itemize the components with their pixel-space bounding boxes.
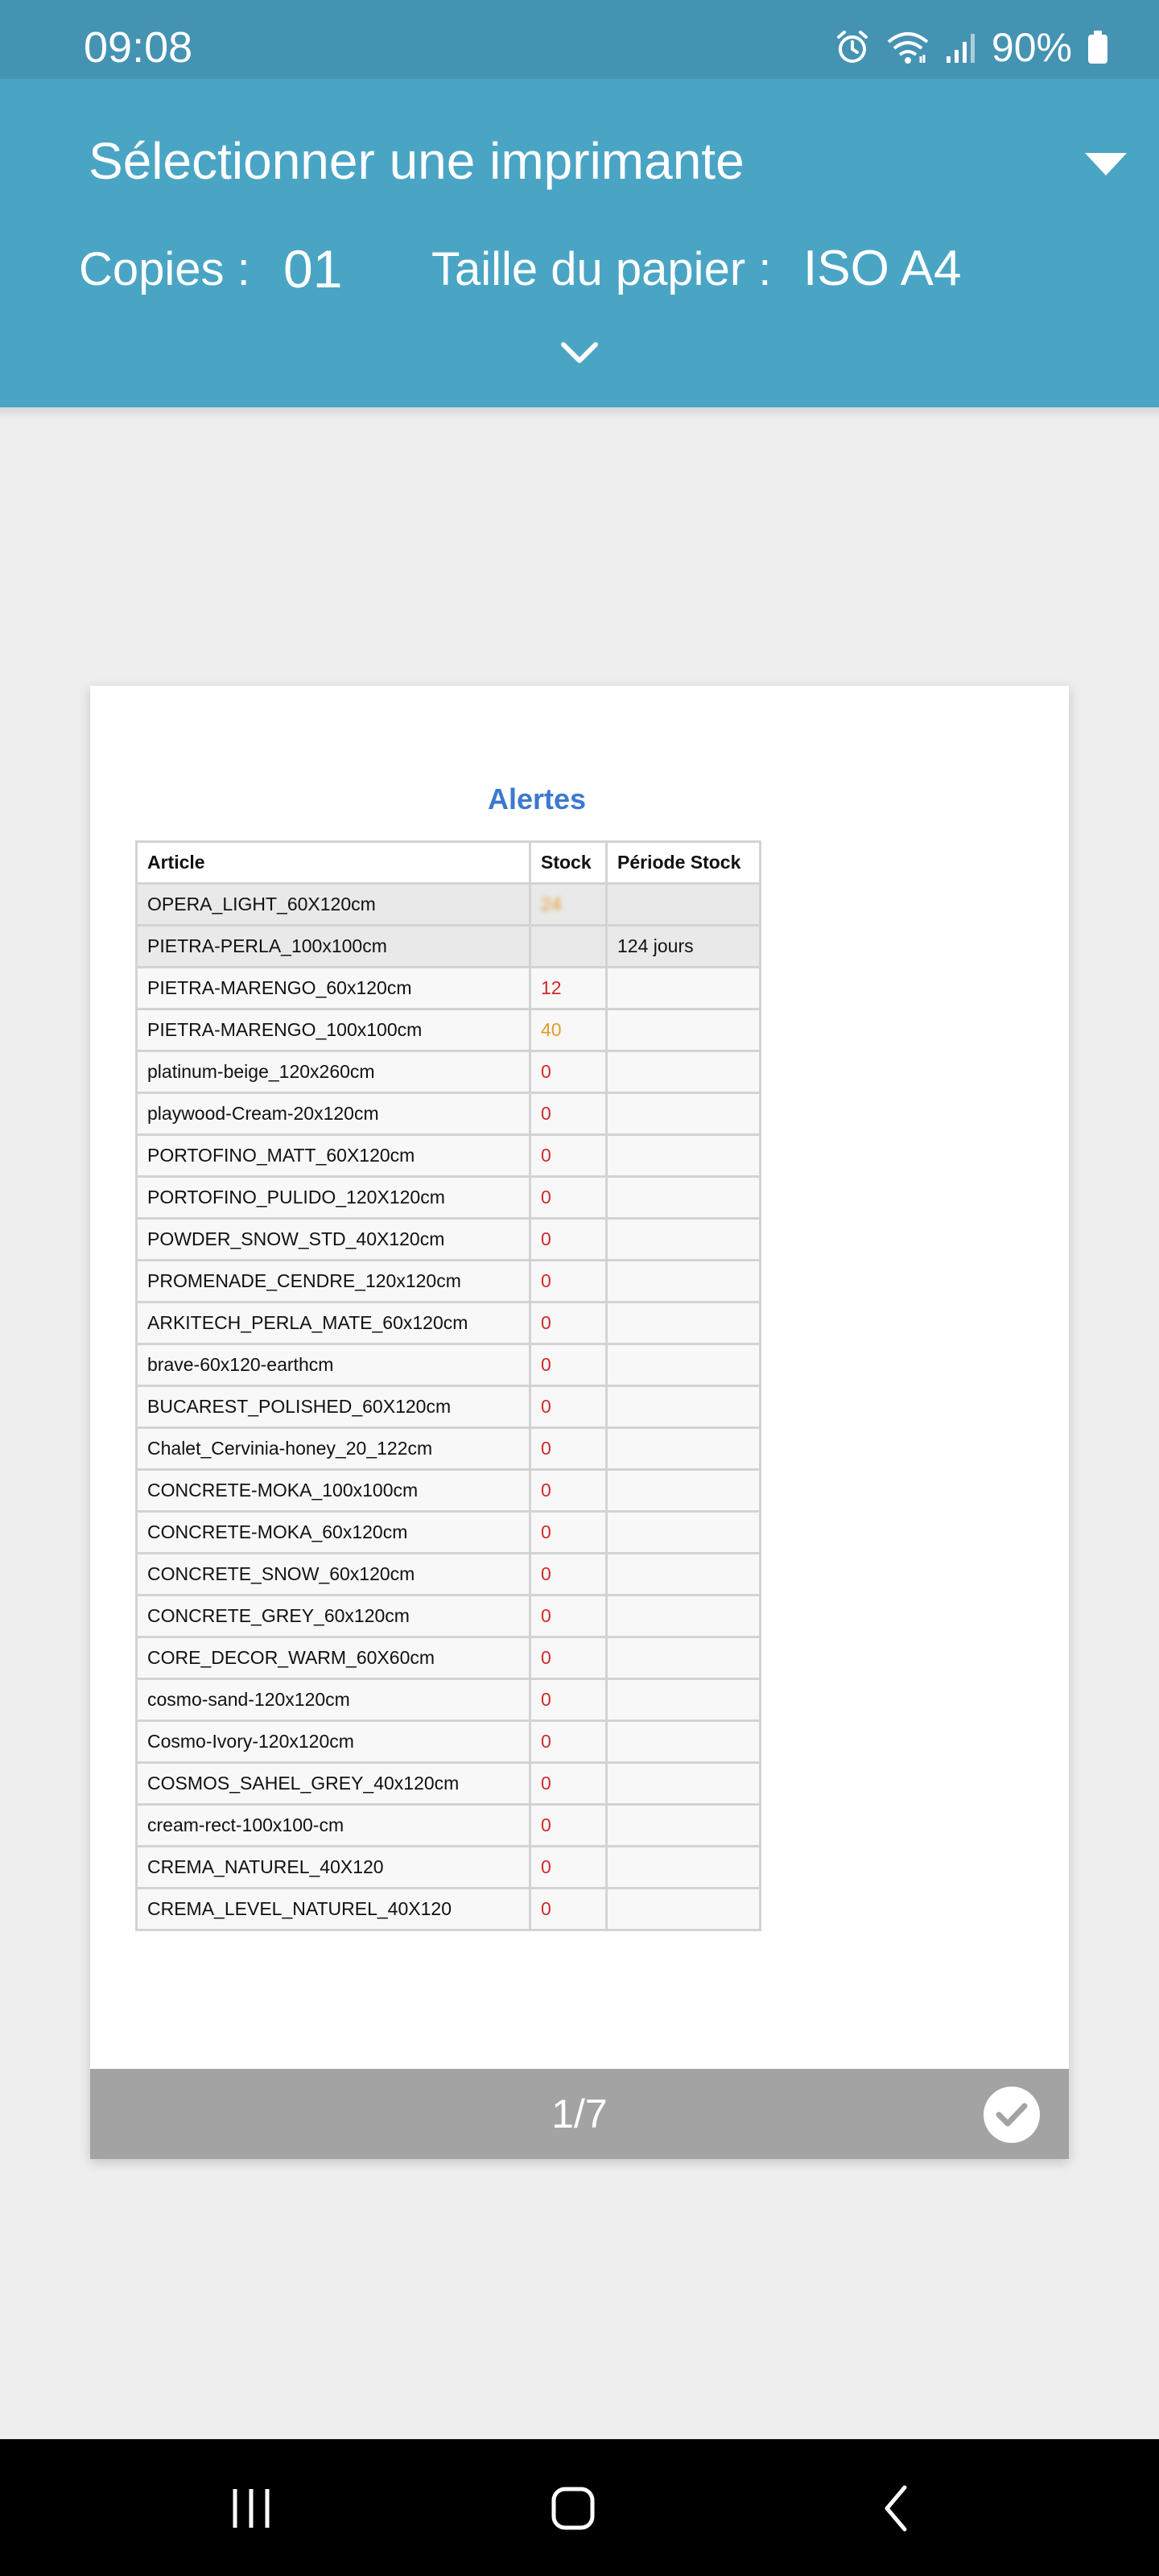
alerts-table: [135, 840, 761, 1931]
stock-value: 0: [541, 1480, 551, 1501]
period-cell: [607, 1596, 761, 1637]
table-row: [137, 968, 761, 1009]
period-cell: [607, 1093, 761, 1135]
stock-value: 12: [541, 977, 562, 998]
stock-cell: [530, 1135, 607, 1177]
period-cell: [607, 1261, 761, 1302]
table-row: [137, 1554, 761, 1596]
print-preview-page[interactable]: [90, 686, 1069, 2159]
alarm-icon: [834, 29, 871, 66]
period-cell: [607, 1009, 761, 1051]
wifi-icon: [885, 29, 930, 66]
stock-cell: [530, 968, 607, 1009]
stock-value: 0: [541, 1354, 551, 1375]
period-cell: [607, 1344, 761, 1386]
period-cell: [607, 1679, 761, 1721]
stock-value: 0: [541, 1270, 551, 1291]
stock-cell: [530, 1596, 607, 1637]
status-time: 09:08: [84, 23, 193, 72]
header-shadow: [0, 407, 1159, 419]
period-cell: [607, 1554, 761, 1596]
paper-size-label: Taille du papier :: [431, 243, 772, 295]
status-icons: [834, 19, 1109, 76]
period-cell: [607, 1470, 761, 1512]
table-row: [137, 1302, 761, 1344]
stock-value: 0: [541, 1521, 551, 1542]
page-select-checkbox[interactable]: [984, 2087, 1040, 2143]
stock-value: 0: [541, 1396, 551, 1417]
stock-value: 0: [541, 1731, 551, 1752]
period-cell: [607, 884, 761, 926]
stock-value: 0: [541, 1814, 551, 1835]
stock-cell: [530, 1763, 607, 1805]
period-cell: [607, 1219, 761, 1261]
table-row: [137, 1847, 761, 1889]
page-footer: [90, 2069, 1069, 2159]
back-icon[interactable]: [874, 2484, 922, 2537]
stock-cell: [530, 1512, 607, 1554]
period-cell: [607, 1135, 761, 1177]
table-row: [137, 1344, 761, 1386]
stock-value: 0: [541, 1061, 551, 1082]
table-row: [137, 1428, 761, 1470]
article-cell: CREMA_LEVEL_NATUREL_40X120: [137, 1889, 530, 1930]
print-settings-header: [0, 79, 1159, 407]
stock-value: 0: [541, 1773, 551, 1794]
stock-value: 0: [541, 1605, 551, 1626]
navigation-bar: [0, 2439, 1159, 2576]
article-cell: brave-60x120-earthcm: [137, 1344, 530, 1386]
paper-size-value[interactable]: ISO A4: [803, 241, 962, 296]
stock-cell: [530, 884, 607, 926]
table-row: [137, 1889, 761, 1930]
stock-value: 0: [541, 1647, 551, 1668]
stock-value: 0: [541, 1438, 551, 1459]
article-cell: cream-rect-100x100-cm: [137, 1805, 530, 1847]
article-cell: OPERA_LIGHT_60X120cm: [137, 884, 530, 926]
article-cell: PORTOFINO_MATT_60X120cm: [137, 1135, 530, 1177]
stock-cell: [530, 1219, 607, 1261]
stock-cell: [530, 1679, 607, 1721]
table-row: [137, 1721, 761, 1763]
page-indicator: 1/7: [551, 2091, 608, 2136]
battery-icon: [1087, 29, 1109, 66]
period-cell: [607, 1177, 761, 1219]
stock-value: 24: [541, 894, 562, 914]
article-cell: PIETRA-MARENGO_100x100cm: [137, 1009, 530, 1051]
table-row: [137, 884, 761, 926]
stock-cell: [530, 1847, 607, 1889]
table-row: [137, 1261, 761, 1302]
stock-value: 0: [541, 1898, 551, 1919]
table-row: [137, 1805, 761, 1847]
period-cell: [607, 1428, 761, 1470]
status-bar: [0, 0, 1159, 79]
article-cell: Chalet_Cervinia-honey_20_122cm: [137, 1428, 530, 1470]
article-cell: CONCRETE-MOKA_60x120cm: [137, 1512, 530, 1554]
stock-cell: [530, 1805, 607, 1847]
period-cell: 124 jours: [607, 926, 761, 968]
table-row: [137, 1009, 761, 1051]
period-cell: [607, 1512, 761, 1554]
article-cell: CONCRETE_SNOW_60x120cm: [137, 1554, 530, 1596]
table-row: [137, 1219, 761, 1261]
article-cell: CONCRETE-MOKA_100x100cm: [137, 1470, 530, 1512]
home-icon[interactable]: [549, 2484, 597, 2537]
dropdown-arrow-icon[interactable]: [1085, 153, 1127, 175]
copies-label: Copies :: [79, 243, 250, 295]
stock-value: 0: [541, 1145, 551, 1166]
stock-cell: [530, 1344, 607, 1386]
table-row: [137, 926, 761, 968]
column-header-stock: Stock: [530, 842, 607, 884]
period-cell: [607, 1637, 761, 1679]
table-row: [137, 1386, 761, 1428]
article-cell: PORTOFINO_PULIDO_120X120cm: [137, 1177, 530, 1219]
article-cell: platinum-beige_120x260cm: [137, 1051, 530, 1093]
article-cell: COSMOS_SAHEL_GREY_40x120cm: [137, 1763, 530, 1805]
printer-selector[interactable]: Sélectionner une imprimante: [89, 132, 744, 190]
stock-cell: [530, 1302, 607, 1344]
table-row: [137, 1679, 761, 1721]
table-row: [137, 1763, 761, 1805]
article-cell: ARKITECH_PERLA_MATE_60x120cm: [137, 1302, 530, 1344]
stock-value: 0: [541, 1312, 551, 1333]
stock-cell: [530, 1554, 607, 1596]
table-row: [137, 1051, 761, 1093]
check-icon: [996, 2101, 1028, 2128]
article-cell: CREMA_NATUREL_40X120: [137, 1847, 530, 1889]
article-cell: POWDER_SNOW_STD_40X120cm: [137, 1219, 530, 1261]
stock-value: 0: [541, 1103, 551, 1124]
article-cell: BUCAREST_POLISHED_60X120cm: [137, 1386, 530, 1428]
table-row: [137, 1512, 761, 1554]
recent-apps-icon[interactable]: [227, 2484, 275, 2537]
stock-cell: [530, 1386, 607, 1428]
stock-value: 0: [541, 1563, 551, 1584]
stock-cell: [530, 1470, 607, 1512]
stock-value: 0: [541, 1689, 551, 1710]
period-cell: [607, 1302, 761, 1344]
signal-icon: [945, 29, 977, 66]
period-cell: [607, 1847, 761, 1889]
period-cell: [607, 968, 761, 1009]
stock-value: 0: [541, 1187, 551, 1208]
stock-cell: [530, 1889, 607, 1930]
table-row: [137, 1135, 761, 1177]
stock-cell: [530, 1637, 607, 1679]
article-cell: Cosmo-Ivory-120x120cm: [137, 1721, 530, 1763]
period-cell: [607, 1805, 761, 1847]
document-title: Alertes: [487, 782, 587, 815]
stock-cell: [530, 1261, 607, 1302]
alerts-table-body: [137, 884, 761, 1930]
period-cell: [607, 1763, 761, 1805]
article-cell: CORE_DECOR_WARM_60X60cm: [137, 1637, 530, 1679]
stock-cell: [530, 1093, 607, 1135]
column-header-period: Période Stock: [607, 842, 761, 884]
battery-level: 90%: [991, 25, 1072, 70]
table-header-row: [137, 842, 761, 884]
table-row: [137, 1470, 761, 1512]
chevron-down-icon[interactable]: [559, 338, 600, 371]
period-cell: [607, 1889, 761, 1930]
stock-cell: [530, 1721, 607, 1763]
period-cell: [607, 1051, 761, 1093]
stock-value: 0: [541, 1856, 551, 1877]
article-cell: PIETRA-PERLA_100x100cm: [137, 926, 530, 968]
stock-cell: [530, 926, 607, 968]
article-cell: CONCRETE_GREY_60x120cm: [137, 1596, 530, 1637]
copies-value[interactable]: 01: [283, 239, 343, 299]
article-cell: cosmo-sand-120x120cm: [137, 1679, 530, 1721]
article-cell: playwood-Cream-20x120cm: [137, 1093, 530, 1135]
stock-value: 40: [541, 1019, 562, 1040]
table-row: [137, 1177, 761, 1219]
period-cell: [607, 1721, 761, 1763]
table-row: [137, 1637, 761, 1679]
table-row: [137, 1093, 761, 1135]
stock-cell: [530, 1177, 607, 1219]
article-cell: PROMENADE_CENDRE_120x120cm: [137, 1261, 530, 1302]
stock-value: 0: [541, 1228, 551, 1249]
table-row: [137, 1596, 761, 1637]
article-cell: PIETRA-MARENGO_60x120cm: [137, 968, 530, 1009]
period-cell: [607, 1386, 761, 1428]
column-header-article: Article: [137, 842, 530, 884]
stock-cell: [530, 1051, 607, 1093]
stock-cell: [530, 1428, 607, 1470]
stock-cell: [530, 1009, 607, 1051]
